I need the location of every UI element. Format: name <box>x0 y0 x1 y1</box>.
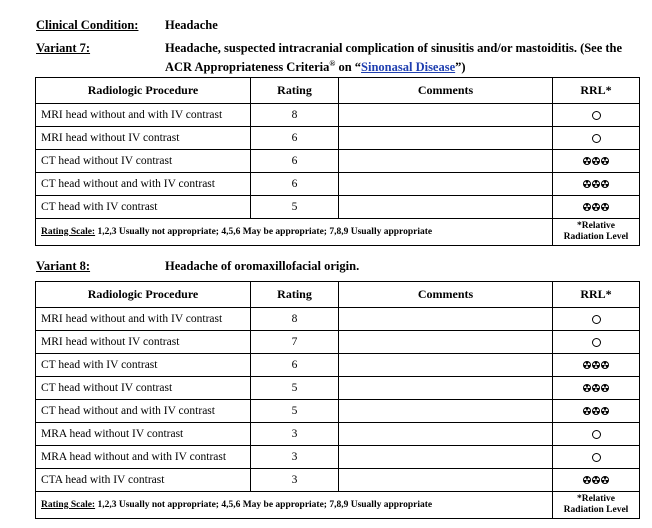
table-row <box>36 308 640 331</box>
comments-cell <box>339 150 553 173</box>
procedure-cell: MRI head without IV contrast <box>36 127 251 150</box>
rating-scale-text: 1,2,3 Usually not appropriate; 4,5,6 May be appropriate; 7,8,9 Usually appropriate <box>95 500 433 510</box>
rrl-note-line-1: *Relative <box>577 494 615 504</box>
procedure-cell: MRA head without and with IV contrast <box>36 446 251 469</box>
rating-scale <box>36 492 553 519</box>
rating-scale-text: 1,2,3 Usually not appropriate; 4,5,6 May be appropriate; 7,8,9 Usually appropriate <box>95 227 433 237</box>
table-row <box>36 196 640 219</box>
header-procedure: Radiologic Procedure <box>36 282 251 308</box>
comments-cell <box>339 400 553 423</box>
procedure-cell: MRI head without and with IV contrast <box>36 308 251 331</box>
comments-cell <box>339 331 553 354</box>
rrl-cell <box>553 196 640 219</box>
rrl-cell <box>553 377 640 400</box>
table-row <box>36 104 640 127</box>
procedure-cell: CT head without and with IV contrast <box>36 400 251 423</box>
comments-cell <box>339 104 553 127</box>
variant-8-label: Variant 8: <box>36 259 91 273</box>
header-comments: Comments <box>339 78 553 104</box>
rrl-note-line-2: Radiation Level <box>563 505 629 515</box>
comments-cell <box>339 127 553 150</box>
radiation-level-icon <box>583 476 609 484</box>
rrl-note-line-2: Radiation Level <box>563 232 629 242</box>
rating-cell: 6 <box>251 127 339 150</box>
comments-cell <box>339 354 553 377</box>
rrl-cell <box>553 150 640 173</box>
rating-cell: 8 <box>251 104 339 127</box>
no-radiation-icon <box>592 315 601 324</box>
clinical-condition-value: Headache <box>165 18 218 32</box>
rating-cell: 6 <box>251 173 339 196</box>
rating-cell: 3 <box>251 469 339 492</box>
rating-cell: 5 <box>251 377 339 400</box>
rrl-cell <box>553 308 640 331</box>
procedure-cell: CT head without and with IV contrast <box>36 173 251 196</box>
variant-7-text-post: ”) <box>455 60 466 75</box>
header-rating: Rating <box>251 78 339 104</box>
variant-7-label: Variant 7: <box>36 41 91 55</box>
no-radiation-icon <box>592 430 601 439</box>
no-radiation-icon <box>592 134 601 143</box>
procedure-cell: MRI head without and with IV contrast <box>36 104 251 127</box>
rrl-note <box>553 219 640 246</box>
radiation-level-icon <box>583 384 609 392</box>
procedure-cell: CT head with IV contrast <box>36 196 251 219</box>
table-row <box>36 331 640 354</box>
no-radiation-icon <box>592 111 601 120</box>
variant-8-description: Headache of oromaxillofacial origin. <box>165 259 360 273</box>
rrl-cell <box>553 127 640 150</box>
comments-cell <box>339 173 553 196</box>
rrl-cell <box>553 104 640 127</box>
rrl-cell <box>553 173 640 196</box>
variant-7-table <box>35 77 640 246</box>
rating-cell: 6 <box>251 150 339 173</box>
table-row <box>36 354 640 377</box>
procedure-cell: CT head without IV contrast <box>36 150 251 173</box>
variant-8-table <box>35 281 640 519</box>
header-rating: Rating <box>251 282 339 308</box>
header-comments: Comments <box>339 282 553 308</box>
table-row <box>36 173 640 196</box>
rating-cell: 8 <box>251 308 339 331</box>
rrl-note-line-1: *Relative <box>577 221 615 231</box>
rrl-cell <box>553 354 640 377</box>
header-rrl: RRL* <box>553 282 640 308</box>
table-row <box>36 127 640 150</box>
no-radiation-icon <box>592 338 601 347</box>
comments-cell <box>339 469 553 492</box>
radiation-level-icon <box>583 203 609 211</box>
no-radiation-icon <box>592 453 601 462</box>
rating-scale-label: Rating Scale: <box>41 227 96 237</box>
procedure-cell: CTA head with IV contrast <box>36 469 251 492</box>
radiation-level-icon <box>583 180 609 188</box>
procedure-cell: CT head without IV contrast <box>36 377 251 400</box>
table-row <box>36 150 640 173</box>
rrl-cell <box>553 400 640 423</box>
rating-cell: 5 <box>251 400 339 423</box>
registered-mark: ® <box>329 59 336 68</box>
variant-7-text: Headache, suspected intracranial complication of sinusitis and/or mastoiditis. (See the ACR Appropriateness Criteria <box>165 41 623 75</box>
rating-scale <box>36 219 553 246</box>
comments-cell <box>339 377 553 400</box>
table-row <box>36 423 640 446</box>
rating-cell: 3 <box>251 446 339 469</box>
rrl-cell <box>553 469 640 492</box>
rrl-note <box>553 492 640 519</box>
header-procedure: Radiologic Procedure <box>36 78 251 104</box>
rrl-cell <box>553 331 640 354</box>
table-row <box>36 377 640 400</box>
rating-cell: 5 <box>251 196 339 219</box>
comments-cell <box>339 423 553 446</box>
clinical-condition-label: Clinical Condition: <box>36 18 139 32</box>
table-row <box>36 469 640 492</box>
sinonasal-disease-link[interactable]: Sinonasal Disease <box>361 60 456 75</box>
rating-scale-label: Rating Scale: <box>41 500 96 510</box>
comments-cell <box>339 308 553 331</box>
variant-7-text-on: on “ <box>335 60 362 75</box>
procedure-cell: CT head with IV contrast <box>36 354 251 377</box>
table-row <box>36 446 640 469</box>
comments-cell <box>339 196 553 219</box>
radiation-level-icon <box>583 157 609 165</box>
rrl-cell <box>553 446 640 469</box>
variant-7-description <box>165 41 645 75</box>
procedure-cell: MRI head without IV contrast <box>36 331 251 354</box>
table-row <box>36 400 640 423</box>
rating-cell: 7 <box>251 331 339 354</box>
rrl-cell <box>553 423 640 446</box>
header-rrl: RRL* <box>553 78 640 104</box>
rating-cell: 3 <box>251 423 339 446</box>
comments-cell <box>339 446 553 469</box>
procedure-cell: MRA head without IV contrast <box>36 423 251 446</box>
radiation-level-icon <box>583 361 609 369</box>
rating-cell: 6 <box>251 354 339 377</box>
radiation-level-icon <box>583 407 609 415</box>
